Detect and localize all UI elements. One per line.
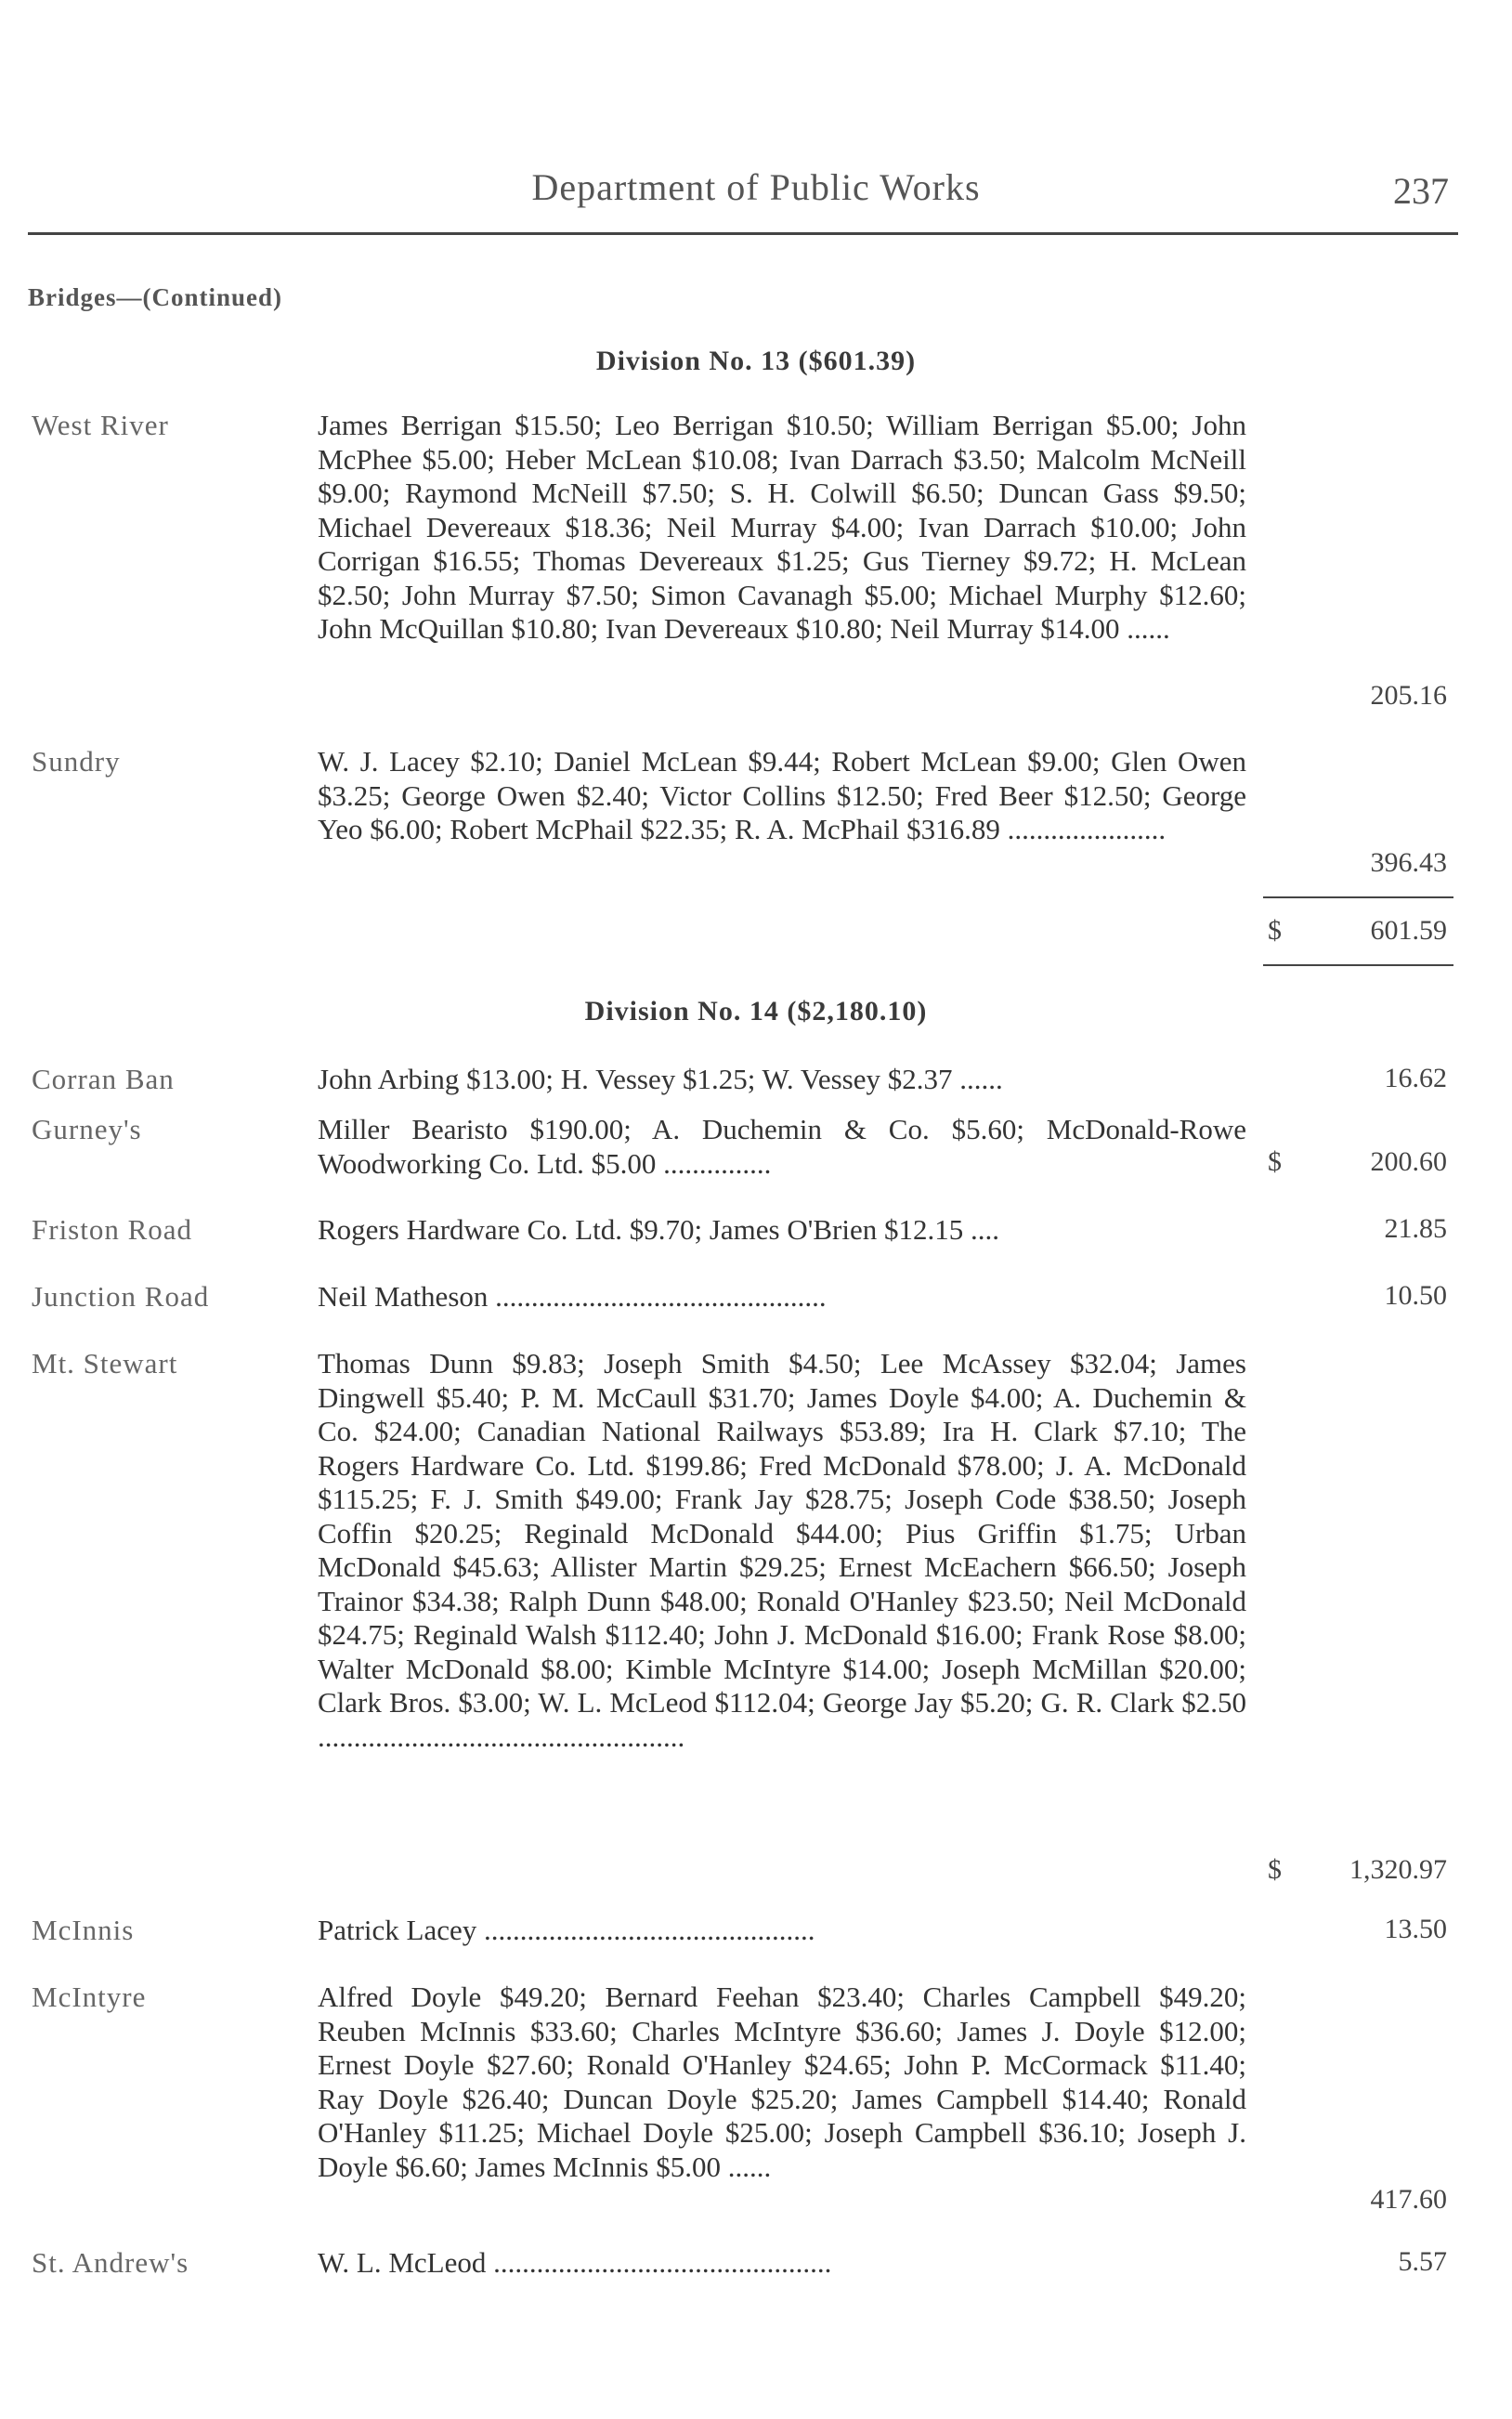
entry-amount: 5.57 (1398, 2246, 1447, 2277)
entry-location: Corran Ban (32, 1063, 175, 1095)
division-total: 601.59 (1370, 915, 1447, 946)
entry-description: Alfred Doyle $49.20; Bernard Feehan $23.40; Charles Campbell $49.20; Reuben McInnis $33.60; Charles McIntyre $36.60; James J. Doyle $12.00; Ernest Doyle $27.60; Ronald O'Hanley $24.65; John P. McCormack $11.40; Ray Doyle $26.40; Duncan Doyle $25.20; James Campbell $14.40; Ronald O'Hanley $11.25; Michael Doyle $25.00; Joseph Campbell $36.10; Joseph J. Doyle $6.60; James McInnis $5.00 ...... (318, 1981, 1246, 2183)
entry-description: Thomas Dunn $9.83; Joseph Smith $4.50; Lee McAssey $32.04; James Dingwell $5.40; P. M. McCaull $31.70; James Doyle $4.00; A. Duchemin & Co. $24.00; Canadian National Railways $53.89; Ira H. Clark $7.10; The Rogers Hardware Co. Ltd. $199.86; Fred McDonald $78.00; J. A. McDonald $115.25; F. J. Smith $49.00; Frank Jay $28.75; Joseph Code $38.50; Joseph Coffin $20.25; Reginald McDonald $44.00; Pius Griffin $1.75; Urban McDonald $45.63; Allister Martin $29.25; Ernest McEachern $66.50; Joseph Trainor $34.38; Ralph Dunn $48.00; Ronald O'Hanley $23.50; Neil McDonald $24.75; Reginald Walsh $112.40; John J. McDonald $16.00; Frank Rose $8.00; Walter McDonald $8.00; Kimble McIntyre $14.00; Joseph McMillan $20.00; Clark Bros. $3.00; W. L. McLeod $112.04; George Jay $5.20; G. R. Clark $2.50 ................................................... (318, 1347, 1246, 1753)
entry-amount: 1,320.97 (1349, 1854, 1447, 1885)
entry-location: Mt. Stewart (32, 1347, 178, 1379)
entry-location: West River (32, 409, 169, 441)
entry-amount: 205.16 (1370, 680, 1447, 711)
entry-description: Neil Matheson .............................................. (318, 1280, 827, 1313)
entry-location: Gurney's (32, 1113, 142, 1145)
header-rule (28, 232, 1458, 235)
entry-description: W. J. Lacey $2.10; Daniel McLean $9.44; Robert McLean $9.00; Glen Owen $3.25; George Owen $2.40; Victor Collins $12.50; Fred Beer $12.50; George Yeo $6.00; Robert McPhail $22.35; R. A. McPhail $316.89 ...................... (318, 745, 1246, 845)
entry-location: Junction Road (32, 1280, 210, 1313)
entry-location: Sundry (32, 745, 121, 778)
entry-amount: 417.60 (1370, 2184, 1447, 2215)
entry-amount: 200.60 (1370, 1146, 1447, 1177)
entry-amount: 396.43 (1370, 847, 1447, 878)
entry-location: St. Andrew's (32, 2246, 189, 2279)
entry-description: James Berrigan $15.50; Leo Berrigan $10.50; William Berrigan $5.00; John McPhee $5.00; Heber McLean $10.08; Ivan Darrach $3.50; Malcolm McNeill $9.00; Raymond McNeill $7.50; S. H. Colwill $6.50; Duncan Gass $9.50; Michael Devereaux $18.36; Neil Murray $4.00; Ivan Darrach $10.00; John Corrigan $16.55; Thomas Devereaux $1.25; Gus Tierney $9.72; H. McLean $2.50; John Murray $7.50; Simon Cavanagh $5.00; Michael Murphy $12.60; John McQuillan $10.80; Ivan Devereaux $10.80; Neil Murray $14.00 ...... (318, 409, 1246, 645)
entry-description: W. L. McLeod ............................................... (318, 2246, 832, 2279)
entry-amount: 10.50 (1384, 1280, 1447, 1311)
entry-amount: 21.85 (1384, 1213, 1447, 1244)
entry-amount: 16.62 (1384, 1063, 1447, 1093)
page-header-title: Department of Public Works (531, 166, 981, 208)
entry-location: McIntyre (32, 1981, 147, 2013)
total-rule (1263, 896, 1453, 898)
total-dollar-sign: $ (1268, 915, 1282, 946)
division-heading: Division No. 13 ($601.39) (595, 346, 917, 376)
entry-description: John Arbing $13.00; H. Vessey $1.25; W. Vessey $2.37 ...... (318, 1063, 1003, 1095)
division-heading: Division No. 14 ($2,180.10) (584, 996, 928, 1026)
entry-dollar-sign: $ (1268, 1854, 1282, 1885)
entry-dollar-sign: $ (1268, 1146, 1282, 1177)
entry-description: Rogers Hardware Co. Ltd. $9.70; James O'Brien $12.15 .... (318, 1213, 999, 1246)
entry-description: Miller Bearisto $190.00; A. Duchemin & Co. $5.60; McDonald-Rowe Woodworking Co. Ltd. $5.00 ............... (318, 1113, 1246, 1180)
page-number: 237 (1393, 170, 1449, 212)
entry-location: McInnis (32, 1914, 135, 1946)
entry-location: Friston Road (32, 1213, 193, 1246)
entry-amount: 13.50 (1384, 1914, 1447, 1944)
total-rule (1263, 964, 1453, 966)
entry-description: Patrick Lacey .............................................. (318, 1914, 815, 1946)
section-heading: Bridges—(Continued) (28, 283, 283, 311)
